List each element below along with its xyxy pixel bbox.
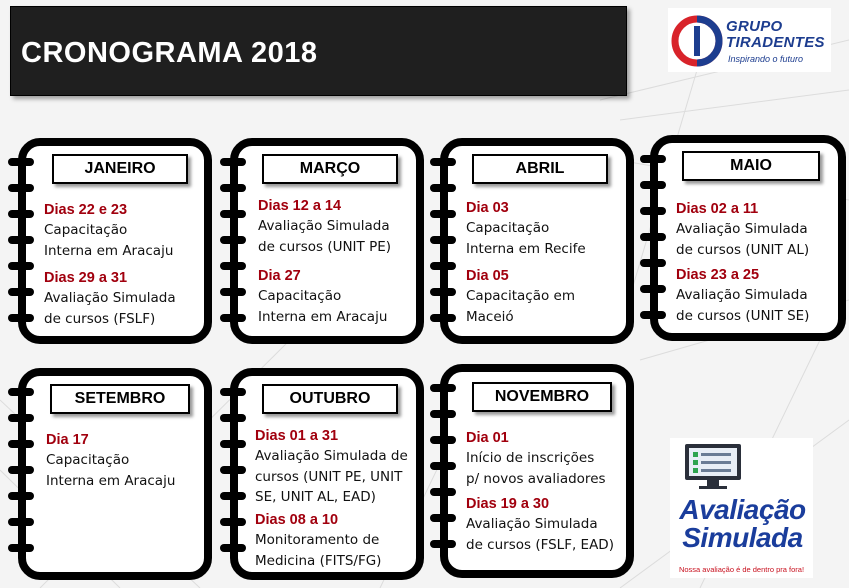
entry-description: Monitoramento de Medicina (FITS/FG): [255, 532, 382, 569]
month-card-marco: [230, 138, 424, 344]
schedule-entry: [255, 510, 430, 571]
spiral-rings: [430, 372, 460, 570]
spiral-rings: [8, 376, 38, 572]
entry-days: Dia 17: [46, 432, 89, 448]
entry-days: Dias 08 a 10: [255, 512, 339, 528]
month-card-novembro: [440, 364, 634, 578]
avaliacao-simulada-badge: [670, 438, 813, 578]
entry-description: Capacitação Interna em Aracaju: [46, 452, 176, 489]
spiral-rings: [640, 143, 670, 333]
month-card-abril: [440, 138, 634, 344]
spiral-rings: [220, 376, 250, 572]
entry-days: Dia 01: [466, 430, 509, 446]
month-label: JANEIRO: [52, 154, 188, 184]
entry-days: Dias 29 a 31: [44, 270, 128, 286]
spiral-rings: [430, 146, 460, 336]
month-card-setembro: [18, 368, 212, 580]
schedule-entry: [258, 196, 433, 257]
spiral-rings: [220, 146, 250, 336]
month-label: SETEMBRO: [50, 384, 190, 414]
schedule-entry: [676, 265, 849, 326]
page-title: CRONOGRAMA 2018: [21, 37, 318, 69]
entry-description: Capacitação em Maceió: [466, 288, 575, 325]
schedule-entry: [46, 430, 221, 491]
entry-days: Dias 12 a 14: [258, 198, 342, 214]
month-label: ABRIL: [472, 154, 608, 184]
logo-tagline: Inspirando o futuro: [728, 54, 804, 64]
entry-description: Avaliação Simulada de cursos (FSLF, EAD): [466, 516, 614, 553]
entry-description: Capacitação Interna em Recife: [466, 220, 586, 257]
entry-days: Dias 01 a 31: [255, 428, 339, 444]
month-card-maio: [650, 135, 846, 341]
title-banner: [10, 6, 627, 96]
grupo-tiradentes-logo-icon: [670, 14, 724, 68]
entry-description: Avaliação Simulada de cursos (UNIT PE): [258, 218, 392, 255]
entry-description: Capacitação Interna em Aracaju: [258, 288, 388, 325]
schedule-entry: [466, 428, 641, 489]
entry-description: Avaliação Simulada de cursos (FSLF): [44, 290, 176, 327]
entry-description: Avaliação Simulada de cursos (UNIT PE, UNIT SE, UNIT AL, EAD): [255, 448, 408, 505]
month-label: MARÇO: [262, 154, 398, 184]
logo-text-grupo: GRUPO: [726, 18, 783, 35]
entry-days: Dia 03: [466, 200, 509, 216]
month-card-outubro: [230, 368, 424, 580]
schedule-entry: [466, 266, 641, 327]
entry-description: Capacitação Interna em Aracaju: [44, 222, 174, 259]
badge-word-simulada: Simulada: [682, 522, 803, 553]
checklist-monitor-icon: [683, 442, 743, 490]
logo-text-tiradentes: TIRADENTES: [726, 34, 825, 51]
entry-days: Dia 27: [258, 268, 301, 284]
badge-tagline: Nossa avaliação é de dentro pra fora!: [678, 565, 805, 574]
entry-days: Dias 22 e 23: [44, 202, 128, 218]
month-label: NOVEMBRO: [472, 382, 612, 412]
schedule-entry: [466, 494, 641, 555]
month-card-janeiro: [18, 138, 212, 344]
schedule-entry: [676, 199, 849, 260]
schedule-entry: [258, 266, 433, 327]
entry-days: Dias 23 a 25: [676, 267, 760, 283]
schedule-entry: [255, 426, 430, 508]
month-label: MAIO: [682, 151, 820, 181]
spiral-rings: [8, 146, 38, 336]
entry-days: Dias 02 a 11: [676, 201, 759, 217]
entry-description: Avaliação Simulada de cursos (UNIT SE): [676, 287, 810, 324]
badge-word-avaliacao: Avaliação: [679, 494, 806, 525]
month-label: OUTUBRO: [262, 384, 398, 414]
entry-description: Avaliação Simulada de cursos (UNIT AL): [676, 221, 810, 258]
entry-days: Dia 05: [466, 268, 509, 284]
schedule-entry: [466, 198, 641, 259]
entry-description: Início de inscrições p/ novos avaliadores: [466, 450, 606, 487]
schedule-entry: [44, 268, 219, 329]
entry-days: Dias 19 a 30: [466, 496, 550, 512]
schedule-entry: [44, 200, 219, 261]
grupo-tiradentes-logo: [668, 8, 831, 72]
